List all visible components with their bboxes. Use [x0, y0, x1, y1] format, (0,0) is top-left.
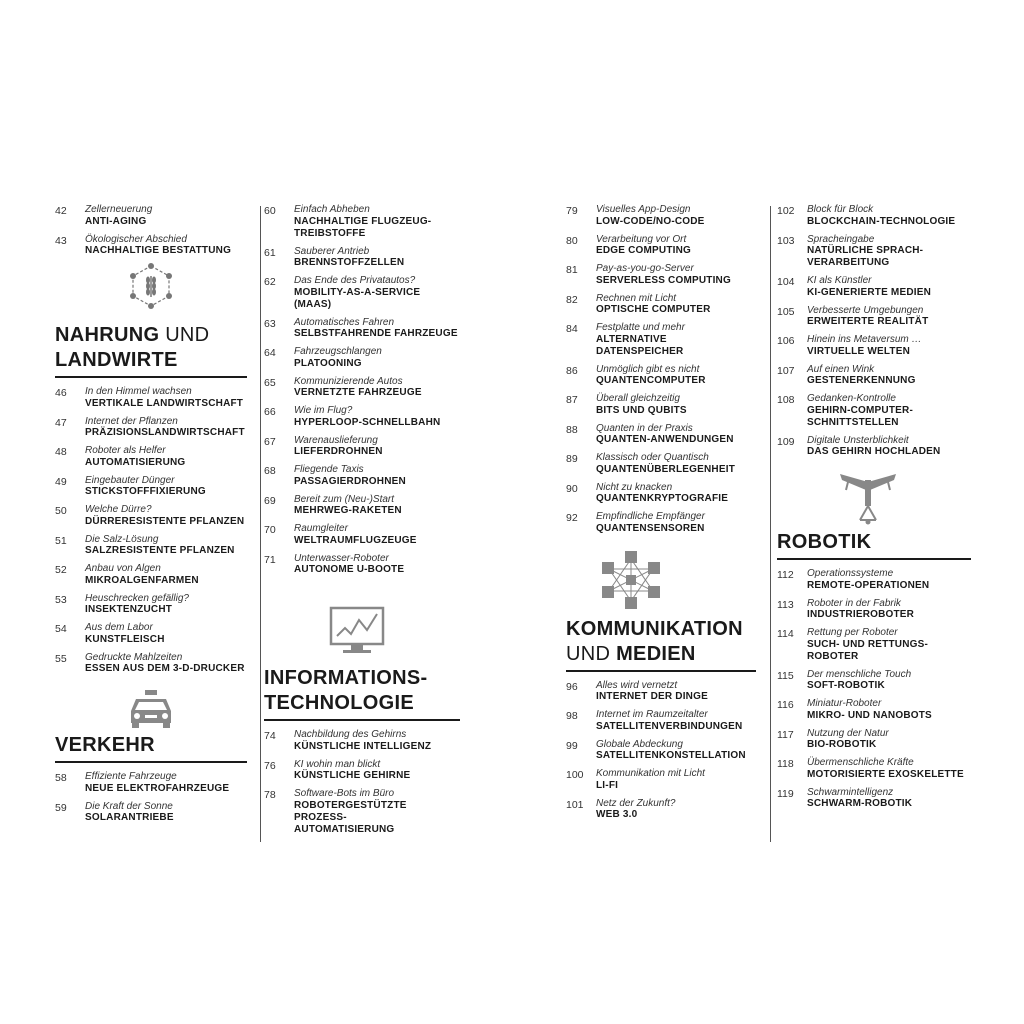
- entry-list: [777, 204, 971, 458]
- entry-subtitle: Block für Block: [807, 204, 874, 215]
- page-number: 46: [55, 387, 67, 399]
- toc-entry: [566, 739, 756, 763]
- entry-title: KUNSTFLEISCH: [85, 633, 165, 645]
- section-title-line2: LANDWIRTE: [55, 349, 178, 371]
- entry-list: [55, 386, 247, 675]
- section-underline: [55, 376, 247, 378]
- toc-entry: [55, 234, 247, 258]
- entry-title: INDUSTRIEROBOTER: [807, 609, 915, 620]
- section-title: INFORMATIONS-: [264, 667, 428, 689]
- entry-subtitle: Aus dem Labor: [85, 622, 153, 633]
- entry-subtitle: KI wohin man blickt: [294, 758, 381, 770]
- entry-title: LI-FI: [596, 779, 619, 791]
- toc-entry: [566, 511, 756, 535]
- section-title: ROBOTIK: [777, 531, 872, 553]
- toc-entry: [777, 364, 971, 388]
- toc-entry: [777, 728, 971, 752]
- entry-subtitle: Ökologischer Abschied: [85, 233, 187, 245]
- entry-title: INTERNET DER DINGE: [596, 691, 708, 702]
- toc-entry: [264, 553, 460, 577]
- entry-subtitle: Nutzung der Natur: [807, 727, 889, 739]
- entry-subtitle: Globale Abdeckung: [596, 738, 683, 750]
- entry-subtitle: Übermenschliche Kräfte: [807, 757, 914, 768]
- entry-title: STICKSTOFFFIXIERUNG: [85, 486, 206, 497]
- section-title-line2: TECHNOLOGIE: [264, 692, 414, 714]
- page-number: 48: [55, 446, 67, 458]
- page-number: 114: [777, 628, 794, 640]
- entry-title: PLATOONING: [294, 357, 362, 369]
- entry-title: QUANTEN-ANWENDUNGEN: [596, 434, 734, 445]
- entry-title: MOBILITY-AS-A-SERVICE: [294, 286, 421, 298]
- page-number: 66: [264, 406, 276, 418]
- page-number: 63: [264, 317, 276, 330]
- entry-subtitle: Hinein ins Metaversum …: [807, 334, 922, 345]
- toc-entry: [55, 504, 247, 528]
- toc-entry: [264, 435, 460, 459]
- section-header-kommunikation: [566, 617, 756, 672]
- entry-title: DAS GEHIRN HOCHLADEN: [807, 446, 941, 457]
- section-header-nahrung: [55, 323, 247, 378]
- page-number: 43: [55, 234, 67, 247]
- entry-title: AUTOMATISIERUNG: [85, 456, 186, 468]
- entry-title: SOLARANTRIEBE: [85, 812, 174, 823]
- page-number: 103: [777, 234, 795, 247]
- toc-entry: [777, 234, 971, 270]
- page-number: 115: [777, 669, 794, 682]
- entry-title-line2: TREIBSTOFFE: [294, 227, 366, 239]
- section-header-informationstechnologie: [264, 666, 460, 721]
- toc-entry: [566, 204, 756, 228]
- entry-subtitle: Nachbildung des Gehirns: [294, 729, 407, 740]
- toc-entry: [55, 801, 247, 825]
- toc-entry: [55, 416, 247, 440]
- toc-entry: [777, 435, 971, 459]
- page-number: 117: [777, 728, 794, 741]
- entry-subtitle: Fahrzeugschlangen: [294, 346, 382, 357]
- entry-title: BLOCKCHAIN-TECHNOLOGIE: [807, 215, 956, 227]
- toc-entry: [55, 593, 247, 617]
- entry-subtitle: Software-Bots im Büro: [294, 788, 395, 799]
- entry-subtitle: Raumgleiter: [294, 523, 348, 534]
- section-underline: [55, 761, 247, 763]
- entry-title: BIO-ROBOTIK: [807, 739, 877, 750]
- entry-subtitle: In den Himmel wachsen: [85, 386, 192, 397]
- entry-title: PRÄZISIONSLANDWIRTSCHAFT: [85, 427, 245, 438]
- toc-entry: [55, 386, 247, 410]
- page-number: 42: [55, 205, 67, 217]
- entry-title: SATELLITENVERBINDUNGEN: [596, 720, 743, 732]
- toc-entry: [566, 709, 756, 733]
- column-divider: [770, 206, 771, 842]
- page-number: 105: [777, 305, 795, 318]
- toc-entry: [777, 204, 971, 228]
- car-icon: [55, 689, 247, 729]
- section-underline: [566, 670, 756, 672]
- entry-title: NEUE ELEKTROFAHRZEUGE: [85, 782, 230, 794]
- toc-entry: [264, 523, 460, 547]
- entry-title-line2: (MAAS): [294, 298, 332, 310]
- page-number: 52: [55, 564, 67, 576]
- entry-list: [264, 204, 460, 576]
- toc-entry: [566, 293, 756, 317]
- section-title: NAHRUNG UND: [55, 324, 210, 346]
- entry-subtitle: Unmöglich gibt es nicht: [596, 363, 700, 375]
- entry-title: SCHWARM-ROBOTIK: [807, 798, 913, 809]
- entry-subtitle: Spracheingabe: [807, 233, 875, 245]
- section-title: KOMMUNIKATION: [566, 617, 743, 640]
- toc-entry: [777, 305, 971, 329]
- page-number: 69: [264, 494, 276, 507]
- page-number: 79: [566, 205, 578, 217]
- page-number: 82: [566, 293, 578, 306]
- entry-title: KÜNSTLICHE GEHIRNE: [294, 770, 411, 781]
- toc-entry: [264, 346, 460, 370]
- entry-subtitle: Wie im Flug?: [294, 405, 353, 416]
- entry-title: BITS UND QUBITS: [596, 404, 687, 416]
- entry-title: MEHRWEG-RAKETEN: [294, 505, 402, 516]
- toc-entry: [777, 334, 971, 358]
- entry-title: REMOTE-OPERATIONEN: [807, 579, 930, 591]
- page-number: 116: [777, 699, 794, 711]
- page-number: 104: [777, 276, 795, 288]
- entry-title: SELBSTFAHRENDE FAHRZEUGE: [294, 328, 458, 339]
- toc-column-1: [55, 204, 247, 830]
- entry-subtitle: Roboter in der Fabrik: [807, 597, 901, 609]
- entry-subtitle: Der menschliche Touch: [807, 668, 912, 680]
- entry-title: EDGE COMPUTING: [596, 245, 692, 256]
- entry-title: HYPERLOOP-SCHNELLBAHN: [294, 416, 441, 428]
- toc-entry: [566, 482, 756, 506]
- entry-subtitle: Schwarmintelligenz: [807, 786, 894, 798]
- toc-entry: [566, 768, 756, 792]
- page-number: 102: [777, 205, 795, 217]
- page-number: 119: [777, 787, 794, 800]
- entry-title: MIKROALGENFARMEN: [85, 574, 199, 586]
- entry-subtitle: Heuschrecken gefällig?: [85, 592, 189, 604]
- page-number: 70: [264, 524, 276, 536]
- page-number: 47: [55, 416, 67, 429]
- entry-subtitle: Fliegende Taxis: [294, 464, 364, 475]
- entry-title: SALZRESISTENTE PFLANZEN: [85, 545, 235, 556]
- toc-entry: [264, 759, 460, 783]
- page-number: 53: [55, 593, 67, 606]
- page-number: 86: [566, 364, 578, 377]
- page-number: 54: [55, 623, 67, 635]
- section-underline: [777, 558, 971, 560]
- entry-title: DÜRRERESISTENTE PFLANZEN: [85, 515, 245, 527]
- toc-entry: [264, 464, 460, 488]
- toc-entry: [566, 364, 756, 388]
- entry-title: KI-GENERIERTE MEDIEN: [807, 286, 932, 298]
- toc-entry: [777, 568, 971, 592]
- entry-subtitle: Empfindliche Empfänger: [596, 511, 705, 522]
- entry-subtitle: KI als Künstler: [807, 275, 872, 286]
- page-number: 88: [566, 423, 578, 436]
- page-number: 50: [55, 505, 67, 517]
- entry-title: NACHHALTIGE BESTATTUNG: [85, 245, 232, 256]
- entry-subtitle: Netz der Zukunft?: [596, 797, 676, 809]
- page-number: 61: [264, 246, 276, 259]
- entry-subtitle: Internet der Pflanzen: [85, 415, 178, 427]
- toc-entry: [55, 204, 247, 228]
- entry-title: WEB 3.0: [596, 809, 638, 820]
- page-number: 62: [264, 276, 276, 288]
- entry-subtitle: Unterwasser-Roboter: [294, 552, 389, 564]
- entry-title: GEHIRN-COMPUTER-: [807, 404, 913, 416]
- page-number: 90: [566, 482, 578, 495]
- page-number: 59: [55, 801, 67, 814]
- entry-subtitle: Miniatur-Roboter: [807, 698, 882, 709]
- entry-title: WELTRAUMFLUGZEUGE: [294, 534, 417, 546]
- robot-drone-icon: [777, 472, 971, 528]
- toc-column-4: [777, 204, 971, 816]
- page-number: 65: [264, 376, 276, 389]
- page-number: 118: [777, 758, 794, 770]
- entry-title: PASSAGIERDROHNEN: [294, 475, 406, 487]
- toc-entry: [777, 787, 971, 811]
- toc-entry: [264, 788, 460, 836]
- page-number: 80: [566, 234, 578, 247]
- entry-subtitle: Warenauslieferung: [294, 434, 378, 446]
- entry-subtitle: Verarbeitung vor Ort: [596, 233, 687, 245]
- entry-subtitle: Anbau von Algen: [85, 563, 161, 574]
- entry-title: LOW-CODE/NO-CODE: [596, 215, 705, 227]
- toc-entry: [566, 798, 756, 822]
- toc-entry: [777, 598, 971, 622]
- page-number: 51: [55, 534, 67, 547]
- entry-title-line2: ROBOTER: [807, 650, 859, 662]
- toc-entry: [55, 534, 247, 558]
- toc-column-2: [264, 204, 460, 842]
- entry-title: ERWEITERTE REALITÄT: [807, 316, 929, 327]
- entry-subtitle: Überall gleichzeitig: [596, 393, 680, 404]
- entry-subtitle: Quanten in der Praxis: [596, 422, 693, 434]
- toc-entry: [55, 563, 247, 587]
- entry-title: BRENNSTOFFZELLEN: [294, 257, 405, 268]
- toc-entry: [566, 423, 756, 447]
- entry-list: [777, 568, 971, 810]
- page-number: 58: [55, 772, 67, 784]
- entry-title: ALTERNATIVE DATENSPEICHER: [596, 333, 684, 357]
- entry-subtitle: Roboter als Helfer: [85, 445, 166, 456]
- entry-subtitle: Sauberer Antrieb: [294, 245, 370, 257]
- toc-entry: [264, 275, 460, 311]
- entry-subtitle: Die Kraft der Sonne: [85, 800, 173, 812]
- entry-subtitle: Gedruckte Mahlzeiten: [85, 651, 183, 663]
- page-number: 81: [566, 264, 578, 276]
- entry-subtitle: Rechnen mit Licht: [596, 292, 677, 304]
- toc-entry: [566, 322, 756, 358]
- entry-subtitle: Klassisch oder Quantisch: [596, 452, 709, 463]
- entry-title: LIEFERDROHNEN: [294, 446, 383, 457]
- entry-list: [264, 729, 460, 836]
- entry-title: QUANTENKRYPTOGRAFIE: [596, 493, 729, 504]
- page-number: 96: [566, 680, 578, 693]
- page-number: 107: [777, 364, 795, 377]
- entry-subtitle: Welche Dürre?: [85, 504, 152, 515]
- page-number: 84: [566, 323, 578, 335]
- entry-title: ANTI-AGING: [85, 215, 147, 227]
- entry-title: QUANTENCOMPUTER: [596, 375, 706, 386]
- toc-entry: [566, 234, 756, 258]
- toc-entry: [264, 204, 460, 240]
- toc-column-3: [566, 204, 756, 827]
- section-header-verkehr: [55, 733, 247, 763]
- page-number: 74: [264, 730, 276, 742]
- page-number: 108: [777, 394, 795, 406]
- page-number: 68: [264, 465, 276, 477]
- entry-subtitle: Automatisches Fahren: [294, 316, 395, 328]
- entry-title-line2: VERARBEITUNG: [807, 257, 890, 268]
- entry-title: SUCH- UND RETTUNGS-: [807, 638, 929, 650]
- entry-subtitle: Zellerneuerung: [85, 204, 153, 215]
- entry-subtitle: Effiziente Fahrzeuge: [85, 771, 177, 782]
- page-number: 100: [566, 769, 584, 781]
- page-number: 78: [264, 789, 276, 801]
- toc-entry: [264, 376, 460, 400]
- toc-entry: [264, 246, 460, 270]
- page-number: 98: [566, 710, 578, 722]
- section-underline: [264, 719, 460, 721]
- entry-subtitle: Verbesserte Umgebungen: [807, 304, 924, 316]
- toc-entry: [777, 627, 971, 663]
- page-number: 112: [777, 569, 794, 581]
- entry-title: SOFT-ROBOTIK: [807, 680, 885, 691]
- entry-title: VERTIKALE LANDWIRTSCHAFT: [85, 397, 244, 409]
- toc-entry: [566, 393, 756, 417]
- monitor-chart-icon: [264, 606, 460, 656]
- entry-subtitle: Auf einen Wink: [807, 363, 875, 375]
- entry-subtitle: Einfach Abheben: [294, 204, 370, 215]
- entry-subtitle: Die Salz-Lösung: [85, 533, 159, 545]
- entry-subtitle: Eingebauter Dünger: [85, 474, 175, 486]
- entry-subtitle: Das Ende des Privatautos?: [294, 275, 416, 286]
- entry-title: ESSEN AUS DEM 3-D-DRUCKER: [85, 663, 245, 674]
- entry-subtitle: Visuelles App-Design: [596, 204, 691, 215]
- entry-title: VIRTUELLE WELTEN: [807, 345, 911, 357]
- entry-subtitle: Gedanken-Kontrolle: [807, 393, 896, 404]
- entry-subtitle: Digitale Unsterblichkeit: [807, 434, 909, 446]
- entry-title: OPTISCHE COMPUTER: [596, 304, 711, 315]
- page-number: 92: [566, 512, 578, 524]
- entry-list: [55, 771, 247, 824]
- page-number: 67: [264, 435, 276, 448]
- entry-title: ROBOTERGESTÜTZTE PROZESS-: [294, 799, 407, 823]
- page-number: 89: [566, 453, 578, 465]
- toc-entry: [777, 669, 971, 693]
- entry-subtitle: Kommunizierende Autos: [294, 375, 403, 387]
- entry-title: VERNETZTE FAHRZEUGE: [294, 387, 422, 398]
- toc-entry: [777, 393, 971, 429]
- entry-title: GESTENERKENNUNG: [807, 375, 916, 386]
- entry-title: SERVERLESS COMPUTING: [596, 274, 731, 286]
- page-number: 60: [264, 205, 276, 217]
- column-divider: [260, 206, 261, 842]
- wheat-network-icon: [55, 263, 247, 309]
- entry-subtitle: Internet im Raumzeitalter: [596, 709, 708, 720]
- entry-subtitle: Operationssysteme: [807, 568, 894, 579]
- section-header-robotik: [777, 530, 971, 560]
- toc-entry: [55, 652, 247, 676]
- entry-subtitle: Rettung per Roboter: [807, 627, 898, 638]
- toc-entry: [777, 757, 971, 781]
- section-title-line2: UND MEDIEN: [566, 642, 696, 665]
- entry-title: QUANTENÜBERLEGENHEIT: [596, 463, 736, 475]
- page-number: 71: [264, 553, 276, 566]
- entry-subtitle: Alles wird vernetzt: [596, 679, 678, 691]
- toc-entry: [777, 275, 971, 299]
- network-cubes-icon: [566, 549, 756, 611]
- page-number: 76: [264, 759, 276, 772]
- toc-entry: [264, 405, 460, 429]
- toc-entry: [264, 729, 460, 753]
- page-number: 113: [777, 598, 794, 611]
- entry-title: MOTORISIERTE EXOSKELETTE: [807, 768, 964, 780]
- entry-title-line2: SCHNITTSTELLEN: [807, 416, 899, 428]
- page-number: 87: [566, 394, 578, 406]
- entry-title: MIKRO- UND NANOBOTS: [807, 709, 932, 721]
- page-number: 49: [55, 475, 67, 488]
- page-number: 55: [55, 652, 67, 665]
- toc-entry: [55, 445, 247, 469]
- entry-title: NATÜRLICHE SPRACH-: [807, 245, 924, 256]
- entry-title: KÜNSTLICHE INTELLIGENZ: [294, 740, 432, 752]
- entry-title: NACHHALTIGE FLUGZEUG-: [294, 215, 432, 227]
- toc-entry: [264, 317, 460, 341]
- toc-entry: [55, 475, 247, 499]
- entry-title: INSEKTENZUCHT: [85, 604, 173, 615]
- entry-title: QUANTENSENSOREN: [596, 522, 705, 534]
- entry-list: [55, 204, 247, 257]
- toc-entry: [566, 263, 756, 287]
- entry-subtitle: Pay-as-you-go-Server: [596, 263, 694, 274]
- toc-entry: [55, 771, 247, 795]
- toc-entry: [55, 622, 247, 646]
- entry-title: SATELLITENKONSTELLATION: [596, 750, 746, 761]
- entry-subtitle: Bereit zum (Neu-)Start: [294, 493, 395, 505]
- section-title: VERKEHR: [55, 734, 155, 756]
- toc-entry: [566, 680, 756, 704]
- page-number: 109: [777, 435, 795, 448]
- entry-title-line2: AUTOMATISIERUNG: [294, 823, 395, 835]
- toc-entry: [264, 494, 460, 518]
- page-number: 99: [566, 739, 578, 752]
- entry-list: [566, 204, 756, 535]
- toc-entry: [777, 698, 971, 722]
- entry-subtitle: Festplatte und mehr: [596, 322, 685, 333]
- toc-entry: [566, 452, 756, 476]
- entry-list: [566, 680, 756, 822]
- page-number: 101: [566, 798, 584, 811]
- entry-subtitle: Nicht zu knacken: [596, 481, 673, 493]
- page-number: 64: [264, 347, 276, 359]
- entry-subtitle: Kommunikation mit Licht: [596, 768, 705, 779]
- entry-title: AUTONOME U-BOOTE: [294, 564, 405, 575]
- page-number: 106: [777, 335, 795, 347]
